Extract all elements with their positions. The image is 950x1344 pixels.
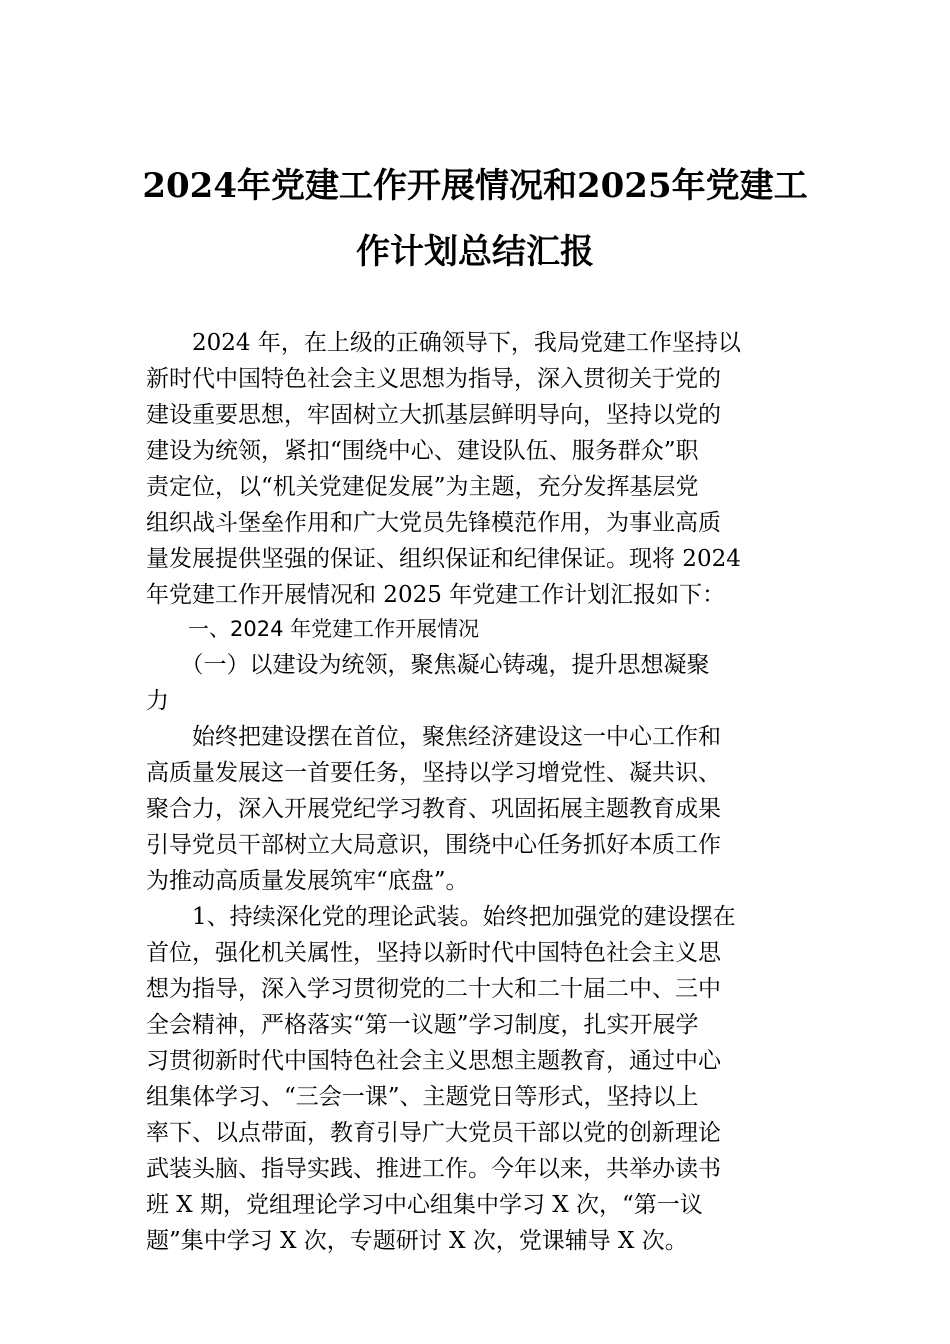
numbered-item-line: 习贯彻新时代中国特色社会主义思想主题教育，通过中心 (146, 1048, 721, 1074)
paragraph-line: 始终把建设摆在首位，聚焦经济建设这一中心工作和 (146, 724, 721, 750)
document-title-line-1: 2024年党建工作开展情况和2025年党建工 (142, 166, 808, 206)
intro-line: 2024 年，在上级的正确领导下，我局党建工作坚持以 (146, 330, 741, 356)
paragraph-line: 引导党员干部树立大局意识，围绕中心任务抓好本质工作 (146, 832, 721, 858)
paragraph-line: 高质量发展这一首要任务，坚持以学习增党性、凝共识、 (146, 760, 721, 786)
numbered-item-line: 题”集中学习 X 次，专题研讨 X 次，党课辅导 X 次。 (146, 1228, 688, 1254)
intro-line: 建设为统领，紧扣“围绕中心、建设队伍、服务群众”职 (146, 438, 699, 464)
intro-line: 组织战斗堡垒作用和广大党员先锋模范作用，为事业高质 (146, 510, 721, 536)
document-title-line-2: 作计划总结汇报 (356, 232, 594, 272)
numbered-item-line: 武装头脑、指导实践、推进工作。今年以来，共举办读书 (146, 1156, 721, 1182)
intro-line: 量发展提供坚强的保证、组织保证和纪律保证。现将 2024 (146, 546, 741, 572)
intro-line: 建设重要思想，牢固树立大抓基层鲜明导向，坚持以党的 (146, 402, 721, 428)
paragraph-line: 聚合力，深入开展党纪学习教育、巩固拓展主题教育成果 (146, 796, 721, 822)
numbered-item-line: 想为指导，深入学习贯彻党的二十大和二十届二中、三中 (146, 976, 721, 1002)
numbered-item-line: 首位，强化机关属性，坚持以新时代中国特色社会主义思 (146, 940, 721, 966)
numbered-item-line: 全会精神，严格落实“第一议题”学习制度，扎实开展学 (146, 1012, 699, 1038)
intro-line: 新时代中国特色社会主义思想为指导，深入贯彻关于党的 (146, 366, 721, 392)
subsection-heading: （一）以建设为统领，聚焦凝心铸魂，提升思想凝聚 (146, 652, 710, 678)
section-heading: 一、2024 年党建工作开展情况 (146, 617, 480, 641)
numbered-item-line: 1、持续深化党的理论武装。始终把加强党的建设摆在 (146, 904, 736, 930)
numbered-item-line: 班 X 期，党组理论学习中心组集中学习 X 次，“第一议 (146, 1192, 703, 1218)
paragraph-line: 为推动高质量发展筑牢“底盘”。 (146, 868, 469, 894)
numbered-item-line: 组集体学习、“三会一课”、主题党日等形式，坚持以上 (146, 1084, 699, 1110)
subsection-heading: 力 (146, 688, 169, 714)
intro-line: 年党建工作开展情况和 2025 年党建工作计划汇报如下： (146, 582, 726, 608)
intro-line: 责定位，以“机关党建促发展”为主题，充分发挥基层党 (146, 474, 699, 500)
numbered-item-line: 率下、以点带面，教育引导广大党员干部以党的创新理论 (146, 1120, 721, 1146)
